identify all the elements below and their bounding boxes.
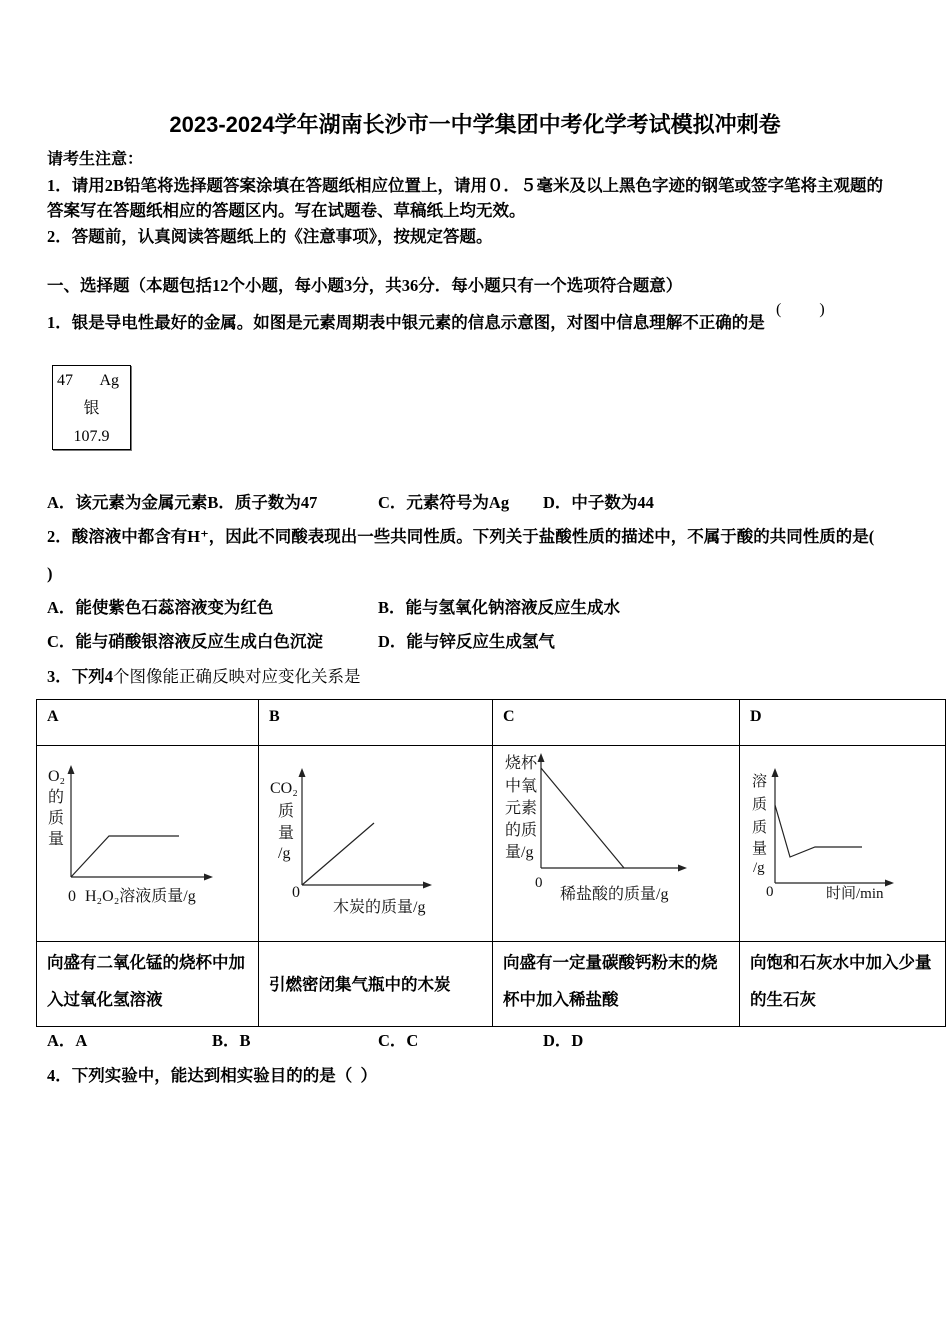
question-3-stem-bold: 3．下列4: [47, 667, 113, 686]
exam-title: 2023-2024学年湖南长沙市一中学集团中考化学考试模拟冲刺卷: [169, 112, 781, 137]
graph-b-line: [302, 823, 374, 885]
graph-d-label: D: [740, 700, 946, 746]
question-1-answer-blank: ( ): [776, 301, 827, 318]
graph-a-x-label: H₂O₂溶液质量/g: [85, 888, 196, 905]
graph-d-description-line-2: 的生石灰: [750, 990, 816, 1009]
graph-c-description-line-2: 杯中加入稀盐酸: [503, 990, 619, 1009]
graph-a-cell: [37, 746, 259, 942]
graph-d-y-label-4: 量: [752, 841, 768, 857]
graph-a: [37, 746, 259, 942]
graph-a-y-label-4: 量: [48, 831, 65, 848]
graph-a-y-axis-arrow: [68, 765, 75, 774]
question-3-option-a: A．A: [47, 1031, 88, 1050]
question-1-options-ab: [47, 493, 317, 513]
graph-b-cell: [259, 746, 493, 942]
graph-c-y-label-2: 中氧: [505, 778, 538, 795]
notice-heading: 请考生注意：: [47, 151, 144, 168]
graph-a-description-line-2: 入过氧化氢溶液: [47, 990, 163, 1009]
graph-c-x-axis-arrow: [678, 865, 687, 872]
graph-c-y-label-1: 烧杯: [505, 755, 538, 772]
graph-c-y-label-3: 元素: [505, 800, 538, 817]
graph-c-x-label: 稀盐酸的质量/g: [560, 886, 669, 903]
graph-c-cell: [493, 746, 740, 942]
question-2-stem: 2．酸溶液中都含有H⁺，因此不同酸表现出一些共同性质。下列关于盐酸性质的描述中，不属于酸的共同性质的是(: [47, 527, 875, 546]
question-3-option-d: D．D: [543, 1031, 584, 1050]
graph-c-y-label-5: 量/g: [505, 844, 534, 861]
graph-c-label: C: [493, 700, 740, 746]
graph-a-y-label-3: 质: [48, 810, 65, 827]
graph-d-y-axis-arrow: [772, 768, 779, 777]
graph-c-description: [493, 942, 740, 1027]
question-1-option-d: D．中子数为44: [543, 493, 654, 512]
graph-d-origin: 0: [766, 884, 774, 900]
section-heading: 一、选择题（本题包括12个小题，每小题3分，共36分．每小题只有一个选项符合题意）: [47, 276, 683, 295]
question-3-option-b: B．B: [212, 1031, 251, 1050]
graph-a-description-line-1: 向盛有二氧化锰的烧杯中加: [47, 953, 245, 972]
graph-c-origin: 0: [535, 875, 543, 891]
notice-line-2: 答案写在答题纸相应的答题区内。写在试题卷、草稿纸上均无效。: [47, 201, 526, 220]
graph-d-cell: [740, 746, 946, 942]
question-4-stem: 4．下列实验中，能达到相实验目的的是（ ）: [47, 1066, 377, 1085]
question-1-option-a: A．该元素为金属元素: [47, 493, 208, 512]
graph-c-y-axis-arrow: [538, 753, 545, 762]
question-1-option-c: C．元素符号为Ag: [378, 493, 510, 512]
element-name: 银: [83, 400, 100, 417]
graph-b-y-label-3: 量: [278, 825, 295, 842]
graph-b-y-label-4: /g: [278, 845, 291, 862]
graph-c-line: [541, 768, 624, 868]
question-3-stem-rest: 个图像能正确反映对应变化关系是: [113, 667, 361, 686]
question-3-option-c: C．C: [378, 1031, 419, 1050]
graph-a-description: [37, 942, 259, 1027]
graph-b-label: B: [259, 700, 493, 746]
question-2-option-c: C．能与硝酸银溶液反应生成白色沉淀: [47, 632, 323, 651]
question-2-option-b: B．能与氢氧化钠溶液反应生成水: [378, 598, 621, 617]
graph-d-y-label-2: 质: [752, 797, 768, 813]
graph-a-x-axis-arrow: [204, 874, 213, 881]
graph-b-origin: 0: [292, 884, 300, 901]
notice-line-1: 1．请用2B铅笔将选择题答案涂填在答题纸相应位置上，请用０．５毫米及以上黑色字迹的钢笔或签字笔将主观题的: [47, 176, 884, 195]
graph-a-origin: 0: [68, 888, 76, 905]
question-3-stem: [47, 667, 361, 687]
question-1-stem: 1．银是导电性最好的金属。如图是元素周期表中银元素的信息示意图，对图中信息理解不正确的是: [47, 313, 765, 332]
graph-b-y-label-1: CO₂: [270, 780, 298, 797]
graph-c-y-label-4: 的质: [505, 822, 538, 839]
graph-d-x-label: 时间/min: [826, 886, 884, 902]
graph-b-x-label: 木炭的质量/g: [333, 899, 426, 916]
notice-line-3: 2．答题前，认真阅读答题纸上的《注意事项》，按规定答题。: [47, 227, 493, 246]
graph-d-line: [775, 805, 862, 857]
graph-b-y-axis-arrow: [299, 768, 306, 777]
graph-d-y-label-5: /g: [753, 860, 765, 876]
graph-a-label: A: [37, 700, 259, 746]
element-symbol: Ag: [99, 372, 119, 389]
question-2-option-a: A．能使紫色石蕊溶液变为红色: [47, 598, 274, 617]
graph-a-y-label-1: O₂: [48, 768, 66, 785]
atomic-number: 47: [57, 372, 73, 389]
graph-d-description-line-1: 向饱和石灰水中加入少量: [750, 953, 932, 972]
question-3-graph-table: [36, 699, 946, 1027]
graph-c-description-line-1: 向盛有一定量碳酸钙粉末的烧: [503, 953, 718, 972]
question-1-option-b: B．质子数为47: [207, 493, 318, 512]
graph-b-x-axis-arrow: [423, 882, 432, 889]
graph-d-y-label-3: 质: [752, 820, 768, 836]
graph-d: [740, 746, 946, 942]
graph-a-y-label-2: 的: [48, 789, 65, 806]
graph-b-description: [259, 942, 493, 1027]
graph-d-x-axis-arrow: [885, 880, 894, 887]
question-2-stem-end: ): [47, 564, 53, 583]
question-2-option-d: D．能与锌反应生成氢气: [378, 632, 555, 651]
graph-c: [493, 746, 740, 942]
atomic-mass: 107.9: [73, 428, 110, 445]
graph-b: [259, 746, 493, 942]
element-card-silver: [52, 365, 131, 450]
graph-b-y-label-2: 质: [278, 803, 295, 820]
graph-b-description-line-1: 引燃密闭集气瓶中的木炭: [269, 974, 451, 994]
graph-d-y-label-1: 溶: [752, 774, 768, 790]
graph-a-line: [71, 836, 179, 877]
graph-d-description: [740, 942, 946, 1027]
